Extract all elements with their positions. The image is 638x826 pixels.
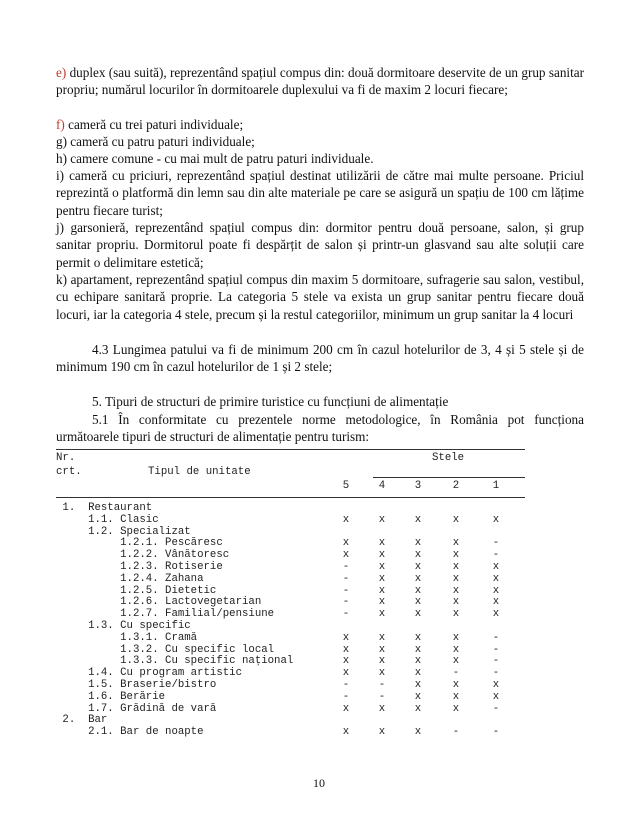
star-cell: x <box>492 608 500 621</box>
star-cell: x <box>378 549 386 562</box>
star-cell: x <box>414 702 422 715</box>
row-label: 1.2.7. Familial/pensiune <box>56 608 275 621</box>
star-cell: x <box>452 631 460 644</box>
item-e <box>56 64 584 99</box>
star-cell: x <box>414 549 422 562</box>
star-cell: x <box>452 572 460 585</box>
star-cell: x <box>378 643 386 656</box>
star-col-5: 5 <box>342 480 350 492</box>
star-cell: - <box>452 726 460 739</box>
star-cell: - <box>378 679 386 691</box>
item-i: i) cameră cu priciuri, reprezentând spațiul destinat utilizării de către mai multe persoane. Priciul reprezintă o platformă din lemn sau din alte materiale pe care se asigură un spațiu de 100 cm lățime pentru fiecare turist; <box>56 168 584 218</box>
row-label: 1.2.5. Dietetic <box>56 584 217 597</box>
star-cell: x <box>414 690 422 703</box>
star-cell: x <box>414 643 422 656</box>
row-label: 1.5. Braserie/bistro <box>56 679 217 691</box>
star-cell: - <box>342 572 350 585</box>
star-cell: - <box>492 655 500 668</box>
star-col-1: 1 <box>492 480 500 492</box>
star-cell: x <box>492 561 500 573</box>
star-cell: x <box>414 655 422 668</box>
row-label: 1.7. Grădină de vară <box>56 702 217 715</box>
star-cell: - <box>342 679 350 691</box>
star-cell: x <box>378 513 386 526</box>
star-col-2: 2 <box>452 480 460 492</box>
star-cell: x <box>378 667 386 680</box>
star-cell: x <box>342 667 350 680</box>
star-cell: - <box>492 631 500 644</box>
star-cell: x <box>414 726 422 739</box>
item-e-text: duplex (sau suită), reprezentând spațiul compus din: două dormitoare deservite de un grup sanitar propriu; numărul locurilor în dormitoarele duplexului va fi de maxim 2 locuri fiecare; <box>56 65 584 98</box>
star-cell: x <box>378 702 386 715</box>
row-label: 1.2.1. Pescăresc <box>56 537 223 550</box>
table-header-tip: Tipul de unitate <box>148 466 251 478</box>
star-cell: x <box>492 679 500 691</box>
star-cell: - <box>342 584 350 597</box>
star-cell: x <box>378 726 386 739</box>
paragraph-5-1: 5.1 În conformitate cu prezentele norme metodologice, în România pot funcționa următoarele tipuri de structuri de alimentație pentru turism: <box>56 412 584 445</box>
star-cell: - <box>342 608 350 621</box>
star-cell: - <box>492 702 500 715</box>
row-label: 1.3.2. Cu specific local <box>56 643 275 656</box>
star-cell: x <box>452 596 460 609</box>
star-cell: x <box>342 726 350 739</box>
star-cell: - <box>342 596 350 609</box>
row-label: 1.2.6. Lactovegetarian <box>56 596 262 609</box>
item-k: k) apartament, reprezentând spațiul compus din maxim 5 dormitoare, sufragerie sau salon, vestibul, cu echipare sanitară proprie. La categoria 5 stele va exista un grup sanitar pentru fiecare două locuri, iar la categoria 4 stele, precum și la restul categoriilor, minimum un grup sanitar la 4 locuri <box>56 272 584 322</box>
star-cell: - <box>492 667 500 680</box>
table-sub-rule <box>373 477 525 478</box>
star-cell: x <box>492 690 500 703</box>
star-cell: - <box>452 667 460 680</box>
star-cell: x <box>378 596 386 609</box>
row-label: 2. Bar <box>56 714 108 727</box>
star-cell: - <box>492 726 500 739</box>
table-row <box>56 726 526 739</box>
item-f-letter: f) <box>56 117 65 132</box>
table-top-rule <box>56 449 525 450</box>
star-cell: x <box>414 572 422 585</box>
star-cell: x <box>414 596 422 609</box>
star-cell: x <box>414 584 422 597</box>
star-cell: x <box>452 702 460 715</box>
star-cell: x <box>342 655 350 668</box>
item-f-text: cameră cu trei paturi individuale; <box>64 117 244 132</box>
star-cell: x <box>492 584 500 597</box>
row-label: 1.6. Berărie <box>56 690 166 703</box>
star-cell: x <box>492 513 500 526</box>
star-cell: x <box>342 643 350 656</box>
row-label: 1.3. Cu specific <box>56 620 191 632</box>
star-cell: x <box>378 631 386 644</box>
star-cell: x <box>378 655 386 668</box>
star-cell: x <box>342 537 350 550</box>
star-cell: x <box>342 513 350 526</box>
star-cell: - <box>342 690 350 703</box>
star-cell: x <box>492 572 500 585</box>
row-label: 1.2. Specializat <box>56 525 191 538</box>
row-label: 2.1. Bar de noapte <box>56 726 204 739</box>
table-header-nr: Nr. <box>56 452 76 464</box>
star-col-4: 4 <box>378 480 386 492</box>
star-cell: x <box>452 513 460 526</box>
star-cell: x <box>452 608 460 621</box>
star-cell: x <box>414 561 422 573</box>
star-cell: - <box>492 537 500 550</box>
star-columns-header <box>56 480 526 493</box>
star-cell: x <box>452 561 460 573</box>
star-cell: x <box>342 549 350 562</box>
star-cell: - <box>492 549 500 562</box>
row-label: 1.2.2. Vânătoresc <box>56 549 230 562</box>
row-label: 1.2.3. Rotiserie <box>56 561 223 573</box>
star-cell: x <box>452 655 460 668</box>
star-cell: - <box>378 690 386 703</box>
table-header-crt: crt. <box>56 466 82 478</box>
star-cell: x <box>342 702 350 715</box>
star-cell: - <box>492 643 500 656</box>
star-cell: x <box>414 537 422 550</box>
star-cell: x <box>378 608 386 621</box>
row-label: 1.1. Clasic <box>56 513 159 526</box>
table-header-stele: Stele <box>432 452 465 464</box>
star-cell: x <box>378 537 386 550</box>
star-cell: x <box>452 537 460 550</box>
star-cell: x <box>378 572 386 585</box>
table-header-rule <box>56 497 525 498</box>
item-f <box>56 116 584 133</box>
item-j: j) garsonieră, reprezentând spațiul compus din: dormitor pentru două persoane, salon, și grup sanitar propriu. Dormitorul poate fi despărțit de salon și printr-un glasvand sau alte soluții care permit o delimitare estetică; <box>56 220 584 270</box>
item-h: h) camere comune - cu mai mult de patru paturi individuale. <box>56 151 374 166</box>
star-cell: x <box>414 608 422 621</box>
star-cell: - <box>342 561 350 573</box>
page-number: 10 <box>313 776 325 790</box>
row-label: 1. Restaurant <box>56 502 153 514</box>
item-g: g) cameră cu patru paturi individuale; <box>56 134 255 149</box>
star-cell: x <box>452 643 460 656</box>
item-e-letter: e) <box>56 65 67 80</box>
star-cell: x <box>414 667 422 680</box>
paragraph-4-3: 4.3 Lungimea patului va fi de minimum 200 cm în cazul hotelurilor de 3, 4 și 5 stele și de minimum 190 cm în cazul hotelurilor de 1 și 2 stele; <box>56 342 584 375</box>
row-label: 1.3.1. Cramă <box>56 631 198 644</box>
star-cell: x <box>414 631 422 644</box>
star-cell: x <box>414 513 422 526</box>
star-cell: x <box>378 584 386 597</box>
star-cell: x <box>452 679 460 691</box>
star-cell: x <box>414 679 422 691</box>
star-col-3: 3 <box>414 480 422 492</box>
row-label: 1.3.3. Cu specific național <box>56 655 294 668</box>
star-cell: x <box>452 584 460 597</box>
star-cell: x <box>452 690 460 703</box>
star-cell: x <box>452 549 460 562</box>
star-cell: x <box>492 596 500 609</box>
row-label: 1.4. Cu program artistic <box>56 667 242 680</box>
star-cell: x <box>342 631 350 644</box>
star-cell: x <box>378 561 386 573</box>
section-heading-5: 5. Tipuri de structuri de primire turistice cu funcțiuni de alimentație <box>92 394 449 409</box>
row-label: 1.2.4. Zahana <box>56 572 204 585</box>
